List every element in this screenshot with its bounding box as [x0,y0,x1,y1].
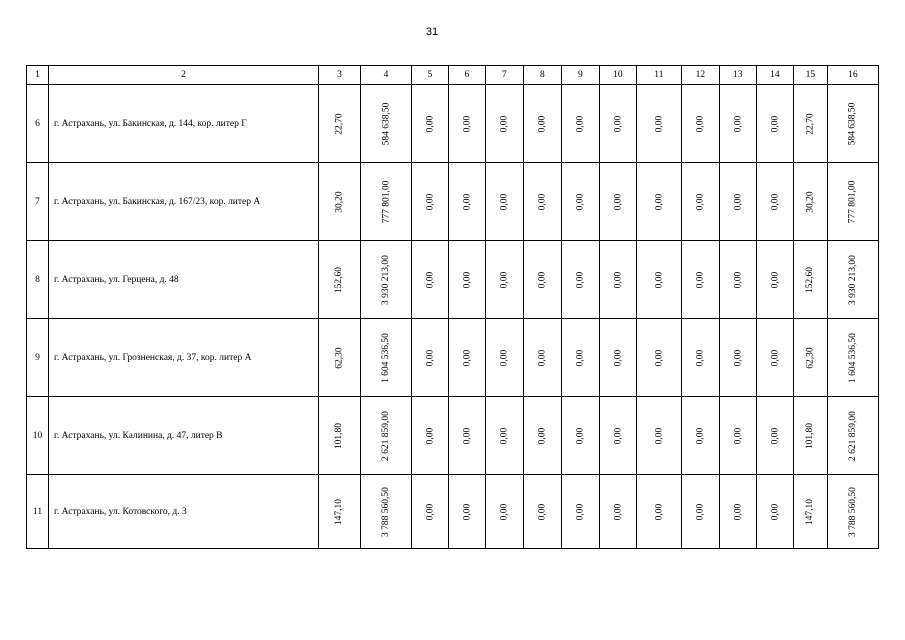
value-text: 152,60 [334,266,345,293]
value-cell [827,475,878,549]
value-cell [411,163,448,241]
table-row [27,475,879,549]
register-table [26,65,879,549]
address-cell: г. Астрахань, ул. Калинина, д. 47, литер В [49,397,319,475]
value-text: 0,00 [537,193,548,210]
value-cell [448,85,485,163]
value-cell [561,163,599,241]
value-text: 2 621 859,00 [380,410,391,461]
value-cell [448,319,485,397]
row-number-cell: 6 [27,85,49,163]
value-text: 0,00 [461,271,472,288]
column-header: 5 [411,66,448,85]
value-text: 30,20 [805,190,816,213]
value-text: 0,00 [653,115,664,132]
value-cell [561,397,599,475]
value-cell [636,163,681,241]
value-cell [319,241,361,319]
value-text: 1 604 536,50 [380,332,391,383]
column-header: 7 [485,66,523,85]
value-cell [793,319,827,397]
value-cell [827,319,878,397]
value-cell [361,163,412,241]
value-text: 0,00 [732,427,743,444]
value-cell [448,163,485,241]
value-text: 0,00 [424,271,435,288]
value-text: 0,00 [612,115,623,132]
value-cell [319,319,361,397]
value-text: 777 801,00 [847,180,858,223]
value-text: 0,00 [612,193,623,210]
column-header: 2 [49,66,319,85]
value-text: 0,00 [499,115,510,132]
value-text: 0,00 [499,193,510,210]
value-cell [681,475,719,549]
value-cell [523,319,561,397]
value-text: 0,00 [695,427,706,444]
value-cell [599,475,636,549]
table-row [27,397,879,475]
value-text: 0,00 [461,193,472,210]
value-cell [319,163,361,241]
value-text: 0,00 [461,427,472,444]
value-text: 0,00 [575,115,586,132]
value-text: 0,00 [769,271,780,288]
value-text: 0,00 [732,115,743,132]
value-text: 0,00 [732,271,743,288]
value-text: 0,00 [461,503,472,520]
value-text: 0,00 [537,271,548,288]
value-text: 0,00 [612,349,623,366]
value-cell [681,163,719,241]
value-text: 0,00 [653,503,664,520]
page-number: 31 [425,26,439,38]
value-text: 0,00 [695,193,706,210]
value-cell [361,475,412,549]
value-text: 584 638,50 [847,102,858,145]
value-text: 0,00 [424,427,435,444]
value-text: 0,00 [695,503,706,520]
value-cell [719,163,756,241]
value-text: 22,70 [334,112,345,135]
value-cell [599,319,636,397]
value-text: 0,00 [695,349,706,366]
value-cell [523,163,561,241]
address-cell: г. Астрахань, ул. Бакинская, д. 144, кор. литер Г [49,85,319,163]
value-cell [411,475,448,549]
table-row [27,85,879,163]
value-text: 0,00 [769,193,780,210]
value-cell [756,163,793,241]
value-cell [361,241,412,319]
value-cell [361,397,412,475]
value-cell [719,397,756,475]
value-text: 2 621 859,00 [847,410,858,461]
value-text: 0,00 [499,503,510,520]
row-number-cell: 7 [27,163,49,241]
value-text: 3 788 560,50 [847,486,858,537]
value-text: 22,70 [805,112,816,135]
value-cell [319,397,361,475]
value-cell [561,241,599,319]
value-cell [756,319,793,397]
value-cell [485,319,523,397]
column-header: 8 [523,66,561,85]
value-cell [523,475,561,549]
value-text: 3 930 213,00 [380,254,391,305]
value-cell [756,475,793,549]
value-cell [599,163,636,241]
value-cell [448,397,485,475]
column-header: 11 [636,66,681,85]
value-text: 0,00 [612,427,623,444]
value-cell [448,475,485,549]
value-cell [793,475,827,549]
column-header: 12 [681,66,719,85]
value-cell [411,241,448,319]
value-cell [827,241,878,319]
value-cell [756,241,793,319]
value-cell [599,241,636,319]
value-cell [681,85,719,163]
value-text: 0,00 [424,115,435,132]
value-cell [636,319,681,397]
value-text: 0,00 [537,427,548,444]
value-cell [411,397,448,475]
value-cell [319,475,361,549]
value-text: 0,00 [537,115,548,132]
value-text: 584 638,50 [380,102,391,145]
value-text: 0,00 [461,115,472,132]
value-text: 0,00 [732,503,743,520]
value-text: 3 930 213,00 [847,254,858,305]
value-text: 62,30 [334,346,345,369]
column-header: 13 [719,66,756,85]
value-cell [636,475,681,549]
value-text: 0,00 [537,349,548,366]
value-text: 101,80 [334,422,345,449]
value-text: 0,00 [424,503,435,520]
value-cell [411,319,448,397]
value-cell [319,85,361,163]
value-text: 0,00 [499,427,510,444]
value-text: 0,00 [461,349,472,366]
value-cell [485,241,523,319]
value-text: 0,00 [575,271,586,288]
value-cell [827,163,878,241]
value-cell [793,241,827,319]
value-text: 30,20 [334,190,345,213]
value-text: 0,00 [732,193,743,210]
value-cell [485,397,523,475]
value-text: 147,10 [805,498,816,525]
value-cell [636,241,681,319]
value-text: 147,10 [334,498,345,525]
value-cell [681,319,719,397]
value-cell [756,397,793,475]
value-text: 777 801,00 [380,180,391,223]
value-text: 0,00 [769,115,780,132]
value-text: 152,60 [805,266,816,293]
value-cell [361,319,412,397]
column-header: 14 [756,66,793,85]
value-text: 0,00 [653,427,664,444]
value-cell [636,397,681,475]
value-text: 101,80 [805,422,816,449]
value-cell [793,397,827,475]
value-text: 1 604 536,50 [847,332,858,383]
address-cell: г. Астрахань, ул. Бакинская, д. 167/23, кор. литер А [49,163,319,241]
address-cell: г. Астрахань, ул. Герцена, д. 48 [49,241,319,319]
address-cell: г. Астрахань, ул. Грозненская, д. 37, кор. литер А [49,319,319,397]
value-text: 0,00 [424,349,435,366]
value-cell [523,85,561,163]
value-text: 0,00 [424,193,435,210]
value-cell [523,241,561,319]
row-number-cell: 8 [27,241,49,319]
value-cell [485,475,523,549]
value-cell [485,85,523,163]
value-cell [827,397,878,475]
value-cell [719,241,756,319]
value-text: 0,00 [612,271,623,288]
value-cell [561,319,599,397]
value-text: 0,00 [732,349,743,366]
value-cell [719,319,756,397]
row-number-cell: 10 [27,397,49,475]
value-cell [599,85,636,163]
value-text: 62,30 [805,346,816,369]
table-row [27,319,879,397]
column-header: 1 [27,66,49,85]
value-cell [561,85,599,163]
value-cell [681,241,719,319]
value-cell [636,85,681,163]
value-text: 0,00 [769,503,780,520]
column-header: 3 [319,66,361,85]
value-text: 0,00 [769,349,780,366]
value-cell [411,85,448,163]
value-text: 0,00 [499,271,510,288]
column-header: 10 [599,66,636,85]
value-cell [793,163,827,241]
column-header: 16 [827,66,878,85]
value-cell [523,397,561,475]
column-header: 15 [793,66,827,85]
row-number-cell: 11 [27,475,49,549]
value-cell [599,397,636,475]
row-number-cell: 9 [27,319,49,397]
value-cell [361,85,412,163]
value-text: 0,00 [575,349,586,366]
table-header-row [27,66,879,85]
value-text: 0,00 [695,271,706,288]
value-text: 0,00 [499,349,510,366]
column-header: 9 [561,66,599,85]
value-text: 0,00 [653,271,664,288]
value-text: 0,00 [653,193,664,210]
value-cell [719,475,756,549]
value-cell [561,475,599,549]
table-row [27,163,879,241]
value-cell [719,85,756,163]
value-text: 0,00 [769,427,780,444]
value-cell [827,85,878,163]
value-cell [756,85,793,163]
value-cell [681,397,719,475]
address-cell: г. Астрахань, ул. Котовского, д. 3 [49,475,319,549]
value-cell [448,241,485,319]
column-header: 6 [448,66,485,85]
value-text: 0,00 [537,503,548,520]
value-text: 0,00 [612,503,623,520]
table-row [27,241,879,319]
value-text: 0,00 [653,349,664,366]
value-text: 0,00 [575,193,586,210]
value-text: 0,00 [695,115,706,132]
value-text: 0,00 [575,503,586,520]
value-cell [793,85,827,163]
value-cell [485,163,523,241]
value-text: 3 788 560,50 [380,486,391,537]
value-text: 0,00 [575,427,586,444]
column-header: 4 [361,66,412,85]
